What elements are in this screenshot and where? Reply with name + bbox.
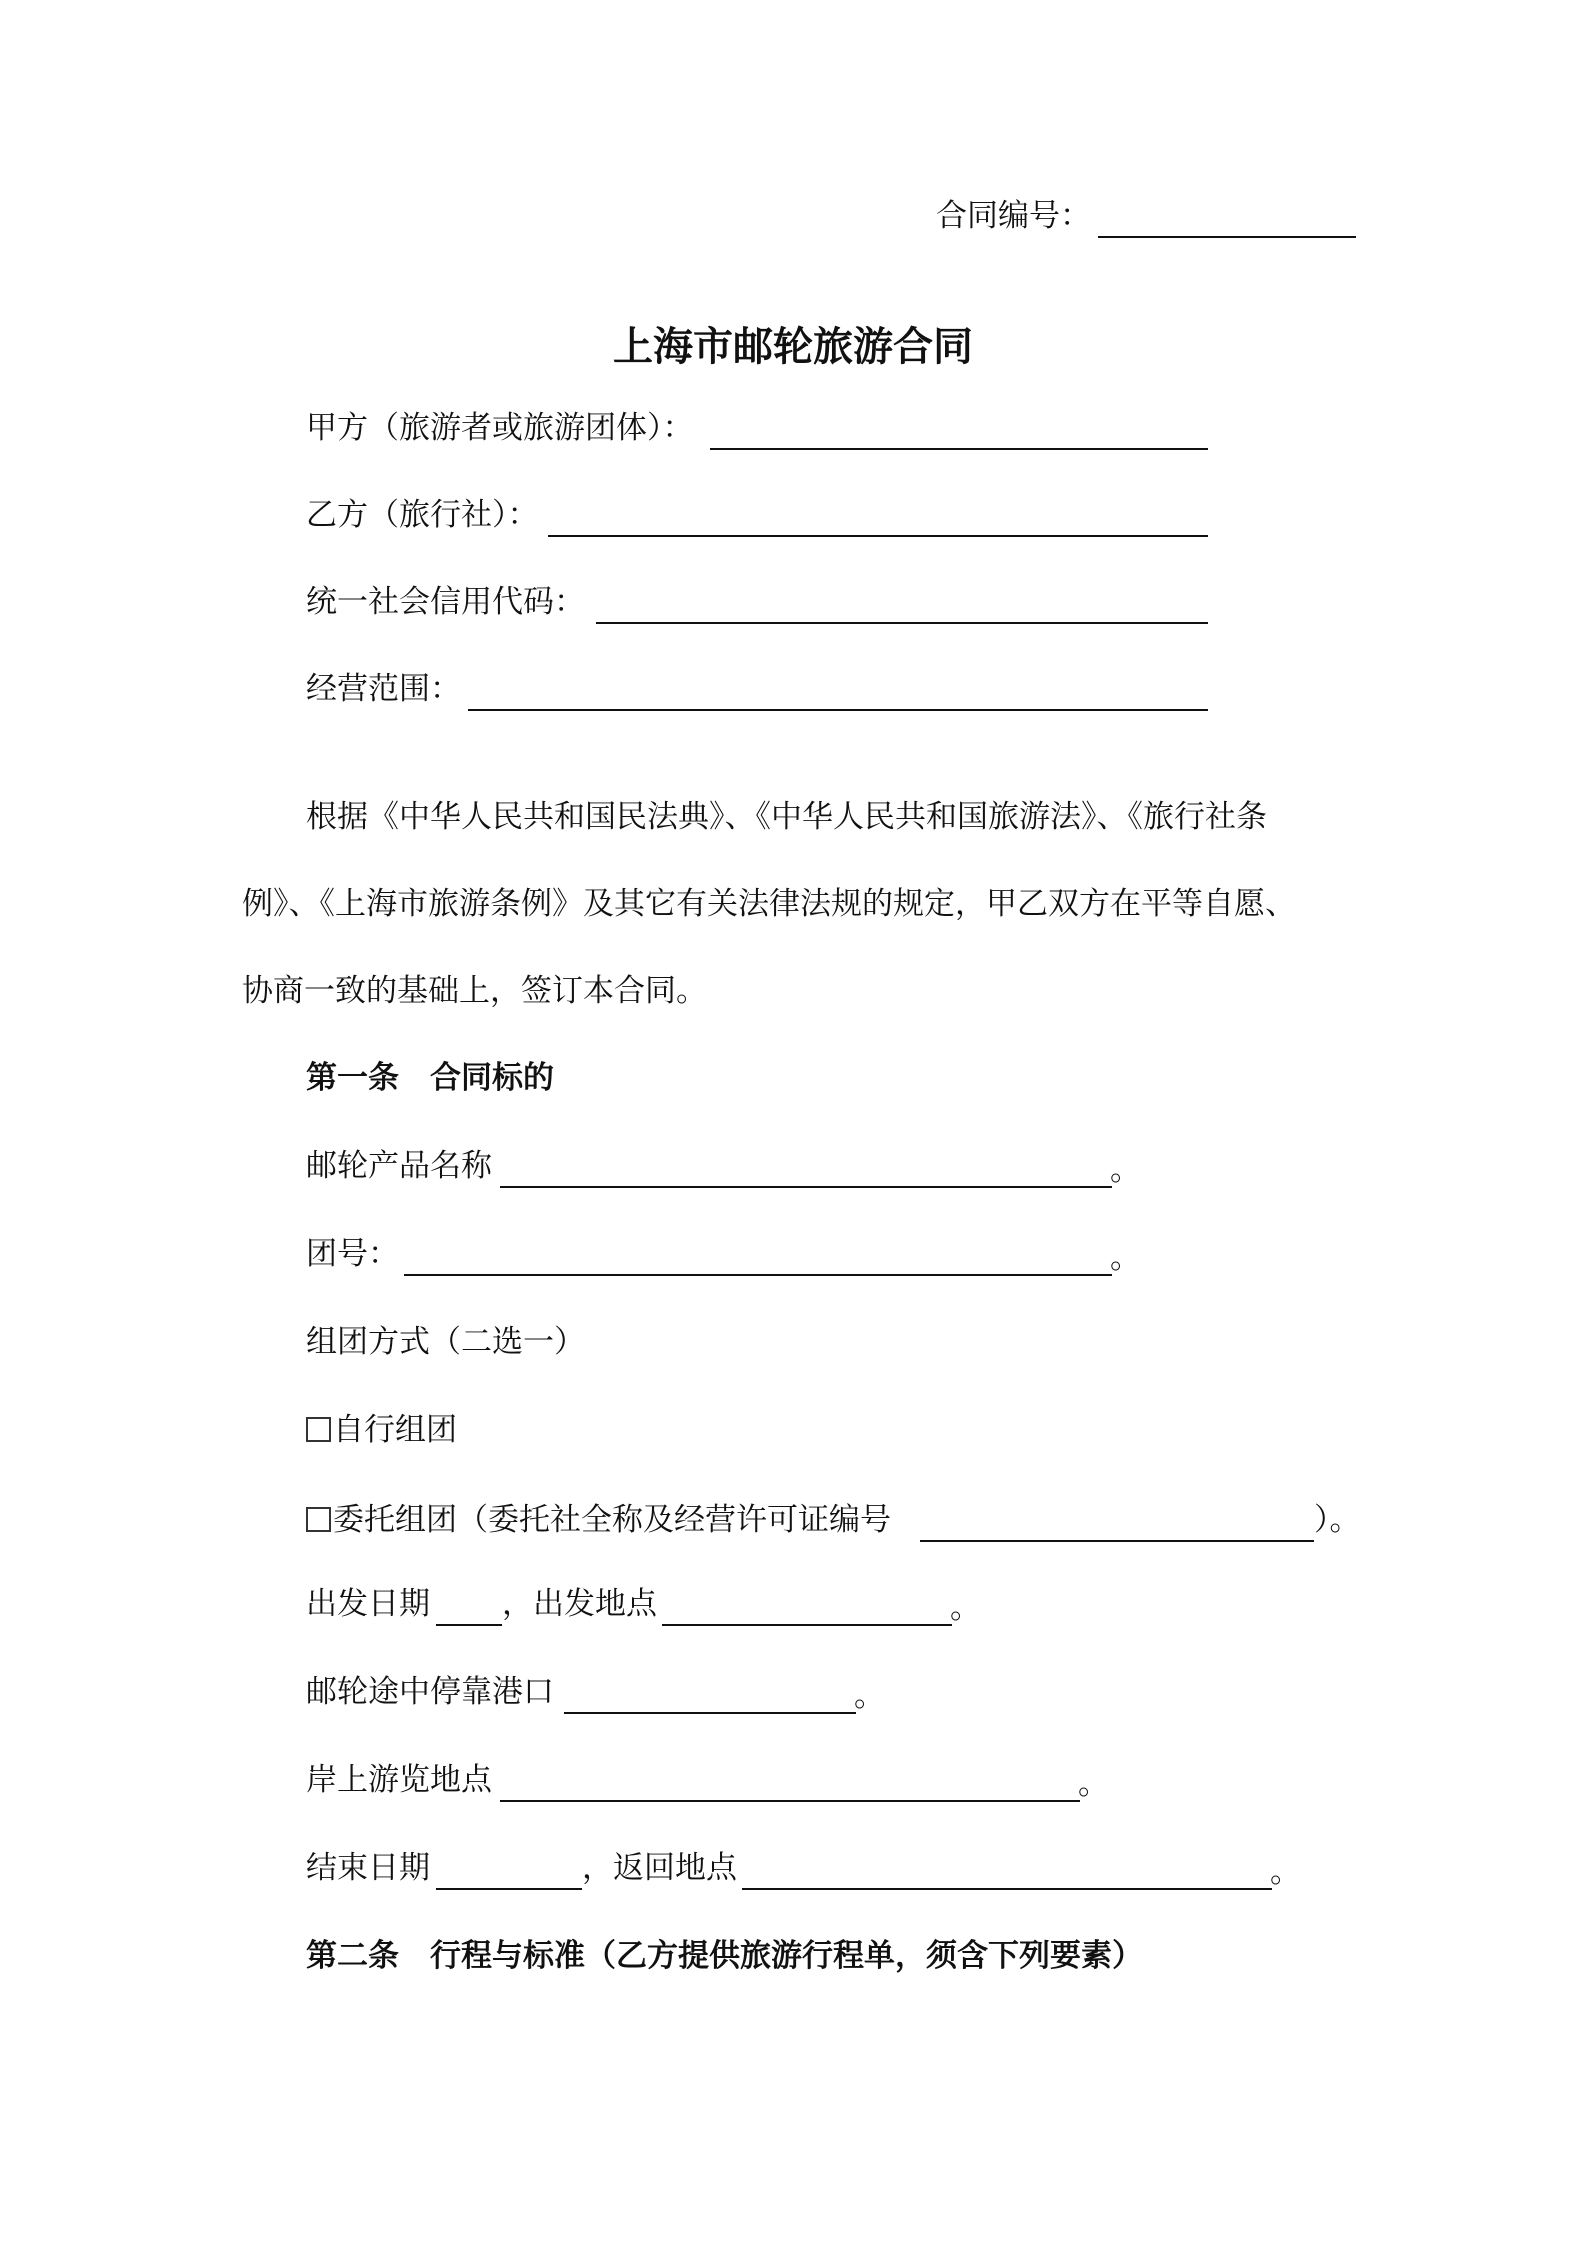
period: 。 — [1270, 1854, 1301, 1890]
return-place-label: ，返回地点 — [582, 1850, 737, 1886]
contract-number-field[interactable] — [1098, 236, 1356, 238]
shore-field[interactable] — [500, 1800, 1080, 1802]
period: 。 — [1110, 1152, 1141, 1188]
business-scope-field[interactable] — [468, 709, 1208, 711]
page-title: 上海市邮轮旅游合同 — [613, 324, 973, 370]
party-a-label: 甲方（旅游者或旅游团体）： — [306, 410, 694, 446]
option-entrust-label: 委托组团（委托社全称及经营许可证编号 — [333, 1502, 891, 1538]
entrust-suffix: ）。 — [1314, 1502, 1361, 1538]
return-place-field[interactable] — [742, 1888, 1272, 1890]
checkbox-entrust[interactable] — [306, 1507, 331, 1532]
ports-label: 邮轮途中停靠港口 — [306, 1674, 554, 1710]
credit-code-label: 统一社会信用代码： — [306, 584, 585, 620]
end-date-label: 结束日期 — [306, 1850, 430, 1886]
article-1-heading: 第一条 合同标的 — [306, 1060, 554, 1096]
party-b-field[interactable] — [548, 535, 1208, 537]
group-no-label: 团号： — [306, 1236, 399, 1272]
product-name-field[interactable] — [500, 1186, 1112, 1188]
depart-date-field[interactable] — [436, 1624, 502, 1626]
party-b-label: 乙方（旅行社）： — [306, 497, 539, 533]
depart-place-field[interactable] — [662, 1624, 952, 1626]
shore-label: 岸上游览地点 — [306, 1762, 492, 1798]
preamble-line-1: 根据《中华人民共和国民法典》、《中华人民共和国旅游法》、《旅行社条 — [306, 799, 1267, 835]
period: 。 — [1110, 1240, 1141, 1276]
depart-place-label: ，出发地点 — [502, 1586, 657, 1622]
ports-field[interactable] — [564, 1712, 856, 1714]
depart-date-label: 出发日期 — [306, 1586, 430, 1622]
preamble-line-3: 协商一致的基础上，签订本合同。 — [242, 973, 707, 1009]
entrust-agency-field[interactable] — [920, 1540, 1314, 1542]
period: 。 — [950, 1590, 981, 1626]
period: 。 — [854, 1678, 885, 1714]
option-entrust — [306, 1500, 891, 1540]
credit-code-field[interactable] — [596, 622, 1208, 624]
group-no-field[interactable] — [404, 1274, 1112, 1276]
article-2-heading: 第二条 行程与标准（乙方提供旅游行程单，须含下列要素） — [306, 1938, 1143, 1974]
checkbox-self[interactable] — [306, 1417, 331, 1442]
product-name-label: 邮轮产品名称 — [306, 1148, 492, 1184]
group-mode-label: 组团方式（二选一） — [306, 1324, 585, 1360]
preamble-line-2: 例》、《上海市旅游条例》及其它有关法律法规的规定，甲乙双方在平等自愿、 — [242, 886, 1296, 922]
option-self — [306, 1410, 457, 1450]
business-scope-label: 经营范围： — [306, 671, 461, 707]
option-self-label: 自行组团 — [333, 1412, 457, 1448]
party-a-field[interactable] — [710, 448, 1208, 450]
period: 。 — [1078, 1766, 1109, 1802]
contract-number-label: 合同编号： — [936, 198, 1091, 234]
end-date-field[interactable] — [436, 1888, 582, 1890]
